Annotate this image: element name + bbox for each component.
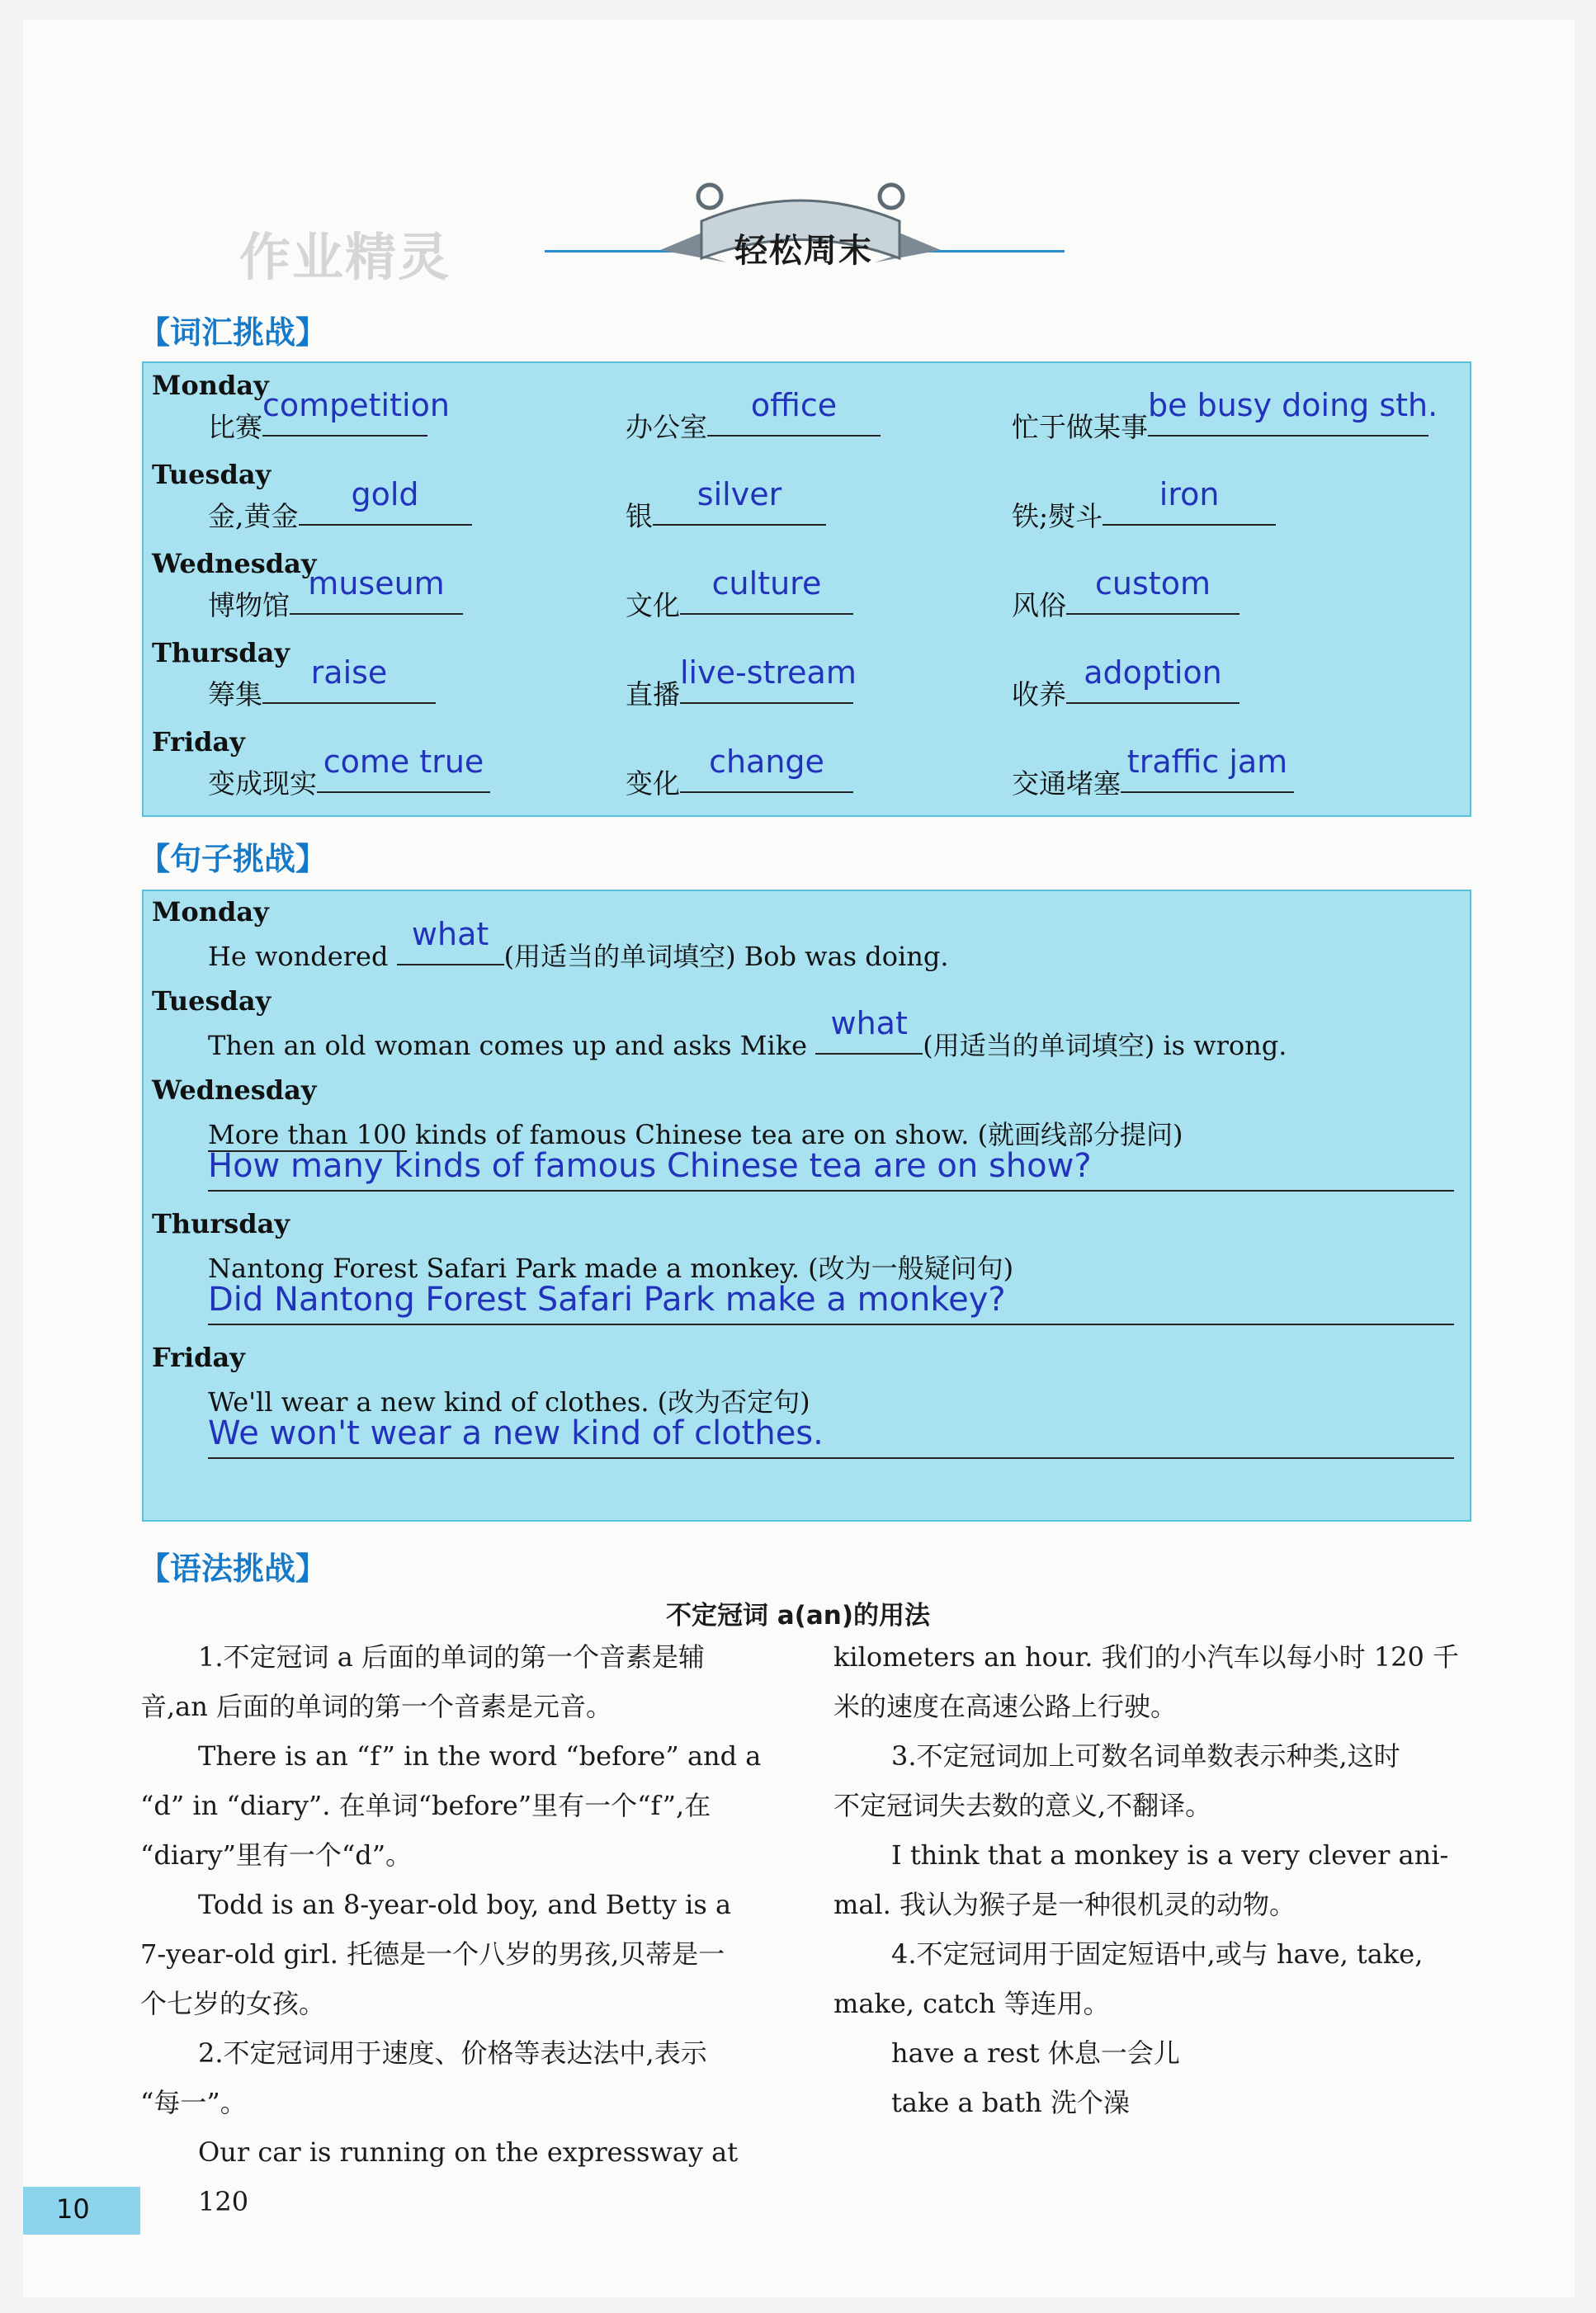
sentence-box [142, 890, 1471, 1522]
answer-text: adoption [1084, 654, 1222, 691]
day-label: Friday [152, 726, 245, 758]
answer-text: museum [308, 565, 445, 602]
answer-text: raise [310, 654, 388, 691]
vocab-item: 变成现实 come true [208, 762, 490, 801]
vocab-box [142, 361, 1471, 817]
sentence-heading: 【句子挑战】 [139, 841, 328, 877]
vocab-item: 办公室 office [626, 406, 881, 445]
vocab-item: 变化 change [626, 762, 853, 801]
vocab-item: 金,黄金 gold [208, 495, 472, 534]
answer-text: be busy doing sth. [1148, 387, 1438, 423]
vocab-item: 银 silver [626, 495, 826, 534]
watermark: 作业精灵 [239, 227, 451, 287]
answer-text: culture [711, 565, 822, 602]
banner-title: 轻松周末 [734, 232, 873, 270]
answer-rule [208, 1457, 1454, 1459]
answer-text: silver [696, 476, 782, 512]
sentence-wednesday: More than 100 kinds of famous Chinese tea are on show. (就画线部分提问) [208, 1119, 1183, 1150]
grammar-right-column: kilometers an hour. 我们的小汽车以每小时 120 千 米的速度在高速公路上行驶。 3.不定冠词加上可数名词单数表示种类,这时 不定冠词失去数的意义,不翻译。 I think that a monkey is a very clever ani- mal. 我认为猴子是一种很机灵的动物。 4.不定冠词用于固定短语中,或与 have, take, make, catch 等连用。 have a rest 休息一会儿 take a bath 洗个澡 [833, 1641, 1459, 2118]
vocab-item: 忙于做某事 be busy doing sth. [1012, 387, 1438, 443]
day-label: Monday [152, 896, 269, 928]
sentence-monday: He wondered what (用适当的单词填空) Bob was doing. [208, 916, 949, 972]
sentence-thursday: Nantong Forest Safari Park made a monkey. (改为一般疑问句) [208, 1253, 1014, 1284]
vocab-item: 铁;熨斗 iron [1012, 495, 1276, 534]
answer-text: gold [351, 476, 419, 512]
day-label: Wednesday [152, 548, 317, 579]
sentence-tuesday: Then an old woman comes up and asks Mike what (用适当的单词填空) is wrong. [208, 1005, 1287, 1061]
page-number: 10 [56, 2193, 90, 2225]
vocab-item: 比赛 competition [208, 387, 450, 443]
day-label: Tuesday [152, 459, 272, 490]
vocab-item: 交通堵塞 traffic jam [1012, 762, 1294, 801]
answer-text: come true [323, 743, 484, 780]
answer-text: office [750, 387, 838, 423]
vocab-item: 筹集 raise [208, 673, 436, 712]
answer-text: iron [1159, 476, 1220, 512]
grammar-heading: 【语法挑战】 [139, 1551, 328, 1587]
vocab-item: 文化 culture [626, 584, 853, 623]
day-label: Friday [152, 1342, 245, 1373]
day-label: Tuesday [152, 985, 272, 1017]
vocab-item: 直播 live-stream [626, 654, 857, 710]
answer-text: We won't wear a new kind of clothes. [208, 1414, 824, 1452]
answer-text: custom [1095, 565, 1211, 602]
grammar-left-column: 1.不定冠词 a 后面的单词的第一个音素是辅 音,an 后面的单词的第一个音素是元音。 There is an “f” in the word “before” and a “d” in “diary”. 在单词“before”里有一个“f”,在 “diary”里有一个“d”。 Todd is an 8-year-old boy, and Betty is a 7-year-old girl. 托德是一个八岁的男孩,贝蒂是一 个七岁的女孩。 2.不定冠词用于速度、价格等表达法中,表示 “每一”。 Our car is running on the expressway at 120 [140, 1641, 762, 2217]
answer-text: Did Nantong Forest Safari Park make a monkey? [208, 1281, 1006, 1319]
day-label: Monday [152, 370, 269, 401]
answer-text: what [830, 1005, 908, 1041]
answer-rule [208, 1324, 1454, 1325]
grammar-title: 不定冠词 a(an)的用法 [665, 1601, 931, 1631]
vocab-heading: 【词汇挑战】 [139, 314, 328, 351]
day-label: Thursday [152, 1208, 290, 1239]
vocab-item: 风俗 custom [1012, 584, 1239, 623]
answer-rule [208, 1190, 1454, 1192]
day-label: Thursday [152, 637, 290, 668]
answer-text: competition [262, 387, 450, 423]
day-label: Wednesday [152, 1074, 317, 1106]
vocab-item: 收养 adoption [1012, 673, 1239, 712]
answer-text: change [709, 743, 824, 780]
vocab-item: 博物馆 museum [208, 584, 463, 623]
sentence-friday: We'll wear a new kind of clothes. (改为否定句) [208, 1386, 810, 1418]
answer-text: How many kinds of famous Chinese tea are on show? [208, 1147, 1092, 1185]
answer-text: live-stream [680, 654, 857, 691]
answer-text: traffic jam [1126, 743, 1288, 780]
answer-text: what [411, 916, 489, 952]
